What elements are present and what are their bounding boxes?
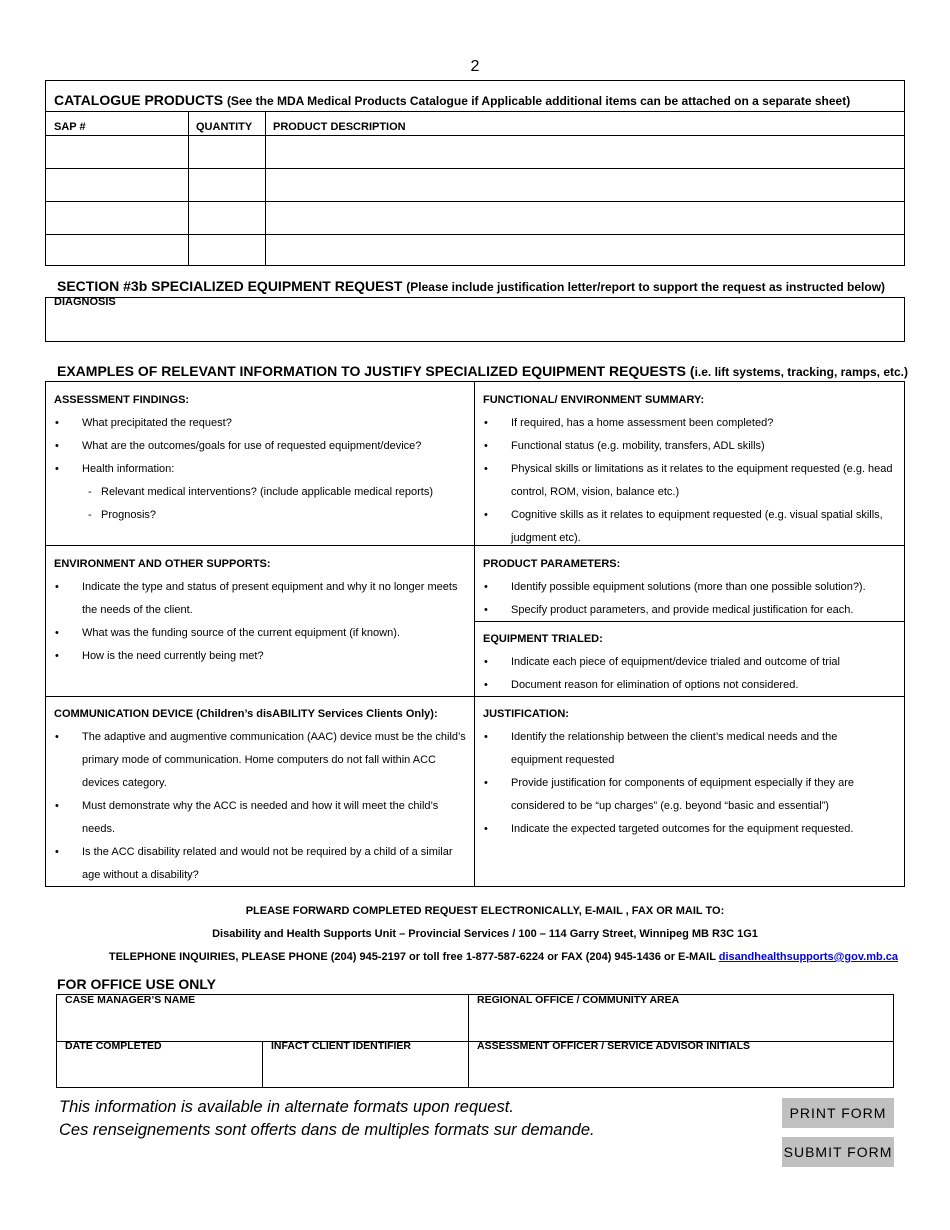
assessment-findings-cell	[54, 386, 466, 527]
column-header-description: PRODUCT DESCRIPTION	[273, 121, 406, 133]
sap-input[interactable]	[46, 202, 188, 234]
list-item: • Identify possible equipment solutions (more than one possible solution?).	[483, 576, 898, 599]
list-item: • Physical skills or limitations as it relates to the equipment requested (e.g. head control, ROM, vision, balance etc.)	[483, 458, 898, 504]
column-header-sap: SAP #	[54, 121, 86, 133]
date-completed-label: DATE COMPLETED	[65, 1040, 162, 1052]
communication-device-heading: COMMUNICATION DEVICE (Children’s disABILITY Services Clients Only):	[54, 708, 438, 720]
product-parameters-cell	[483, 550, 898, 622]
list-item: • Is the ACC disability related and would not be required by a child of a similar age without a disability?	[54, 841, 469, 887]
section-3b-subtitle: (Please include justification letter/report to support the request as instructed below)	[406, 280, 886, 294]
list-subitem: - Prognosis?	[54, 504, 466, 527]
list-item: • Identify the relationship between the client’s medical needs and the equipment requested	[483, 726, 883, 772]
functional-summary-cell	[483, 386, 898, 550]
telephone-text: TELEPHONE INQUIRIES, PLEASE PHONE (204) 945-2197 or toll free 1-877-587-6224 or FAX (204) 945-1436 or E-MAIL	[108, 951, 719, 963]
list-item: • What was the funding source of the current equipment (if known).	[54, 622, 459, 645]
justification-heading: JUSTIFICATION:	[483, 708, 569, 720]
product-parameters-heading: PRODUCT PARAMETERS:	[483, 558, 621, 570]
assessment-findings-heading: ASSESSMENT FINDINGS:	[54, 394, 190, 406]
description-input[interactable]	[266, 169, 904, 201]
list-item: • Functional status (e.g. mobility, transfers, ADL skills)	[483, 435, 898, 458]
list-item: • Cognitive skills as it relates to equipment requested (e.g. visual spatial skills, judgment etc).	[483, 504, 898, 550]
examples-title	[57, 363, 908, 379]
submit-form-button[interactable]: SUBMIT FORM	[782, 1137, 894, 1167]
column-header-quantity: QUANTITY	[196, 121, 253, 133]
examples-grid	[45, 381, 905, 887]
sap-input[interactable]	[46, 235, 188, 265]
quantity-input[interactable]	[189, 235, 265, 265]
list-item: • If required, has a home assessment been completed?	[483, 412, 898, 435]
sap-input[interactable]	[46, 169, 188, 201]
list-item: • Indicate each piece of equipment/device trialed and outcome of trial	[483, 651, 898, 674]
catalogue-table	[45, 80, 905, 266]
assessment-officer-label: ASSESSMENT OFFICER / SERVICE ADVISOR INITIALS	[477, 1040, 751, 1052]
sap-input[interactable]	[46, 136, 188, 168]
divider	[474, 382, 475, 886]
functional-summary-heading: FUNCTIONAL/ ENVIRONMENT SUMMARY:	[483, 394, 705, 406]
diagnosis-field[interactable]	[45, 297, 905, 342]
list-item: • Health information:	[54, 458, 466, 481]
catalogue-title-main: CATALOGUE PRODUCTS	[54, 92, 224, 108]
quantity-input[interactable]	[189, 136, 265, 168]
alternate-formats-english: This information is available in alternate formats upon request.	[59, 1098, 514, 1116]
diagnosis-label: DIAGNOSIS	[54, 296, 116, 308]
email-link[interactable]: disandhealthsupports@gov.mb.ca	[718, 951, 898, 963]
catalogue-title	[54, 92, 850, 108]
equipment-trialed-cell	[483, 625, 898, 697]
date-completed-input[interactable]	[57, 1054, 261, 1087]
environment-supports-heading: ENVIRONMENT AND OTHER SUPPORTS:	[54, 558, 271, 570]
list-item: • Must demonstrate why the ACC is needed and how it will meet the child’s needs.	[54, 795, 469, 841]
office-use-table	[56, 994, 894, 1088]
forward-instructions: PLEASE FORWARD COMPLETED REQUEST ELECTRONICALLY, E-MAIL , FAX OR MAIL TO:	[245, 905, 725, 917]
office-use-title: FOR OFFICE USE ONLY	[57, 976, 216, 992]
section-3b-title	[57, 278, 885, 294]
description-input[interactable]	[266, 235, 904, 265]
list-item: • The adaptive and augmentive communication (AAC) device must be the child’s primary mode of communication. Home computers do not fall within ACC devices category.	[54, 726, 469, 795]
regional-office-label: REGIONAL OFFICE / COMMUNITY AREA	[477, 994, 680, 1006]
description-input[interactable]	[266, 136, 904, 168]
print-form-button[interactable]: PRINT FORM	[782, 1098, 894, 1128]
case-manager-label: CASE MANAGER’S NAME	[65, 994, 196, 1006]
catalogue-subtitle: (See the MDA Medical Products Catalogue if Applicable additional items can be attached on a separate sheet)	[226, 94, 851, 108]
list-item: • What are the outcomes/goals for use of requested equipment/device?	[54, 435, 466, 458]
list-item: • Indicate the type and status of present equipment and why it no longer meets the needs of the client.	[54, 576, 459, 622]
communication-device-cell	[54, 700, 469, 887]
list-item: • Specify product parameters, and provide medical justification for each.	[483, 599, 898, 622]
assessment-officer-input[interactable]	[469, 1054, 893, 1087]
section-3b-title-main: SECTION #3b SPECIALIZED EQUIPMENT REQUEST	[57, 278, 403, 294]
quantity-input[interactable]	[189, 169, 265, 201]
description-input[interactable]	[266, 202, 904, 234]
quantity-input[interactable]	[189, 202, 265, 234]
list-item: • Provide justification for components of equipment especially if they are considered to be “up charges” (e.g. beyond “basic and essential”)	[483, 772, 883, 818]
list-item: • What precipitated the request?	[54, 412, 466, 435]
divider	[46, 111, 904, 112]
infact-client-identifier-label: INFACT CLIENT IDENTIFIER	[271, 1040, 411, 1052]
case-manager-input[interactable]	[57, 1007, 467, 1040]
list-item: • How is the need currently being met?	[54, 645, 459, 668]
equipment-trialed-heading: EQUIPMENT TRIALED:	[483, 633, 603, 645]
alternate-formats-french: Ces renseignements sont offerts dans de multiples formats sur demande.	[59, 1121, 595, 1139]
examples-title-main: EXAMPLES OF RELEVANT INFORMATION TO JUSTIFY SPECIALIZED EQUIPMENT REQUESTS (	[57, 363, 695, 379]
page-number: 2	[470, 58, 480, 75]
examples-subtitle: i.e. lift systems, tracking, ramps, etc.)	[694, 365, 908, 379]
infact-client-identifier-input[interactable]	[263, 1054, 467, 1087]
divider	[57, 1041, 893, 1042]
justification-cell	[483, 700, 883, 841]
environment-supports-cell	[54, 550, 459, 668]
list-item: • Indicate the expected targeted outcomes for the equipment requested.	[483, 818, 883, 841]
list-item: • Document reason for elimination of options not considered.	[483, 674, 898, 697]
telephone-inquiries	[109, 951, 898, 963]
mailing-address: Disability and Health Supports Unit – Provincial Services / 100 – 114 Garry Street, Winnipeg MB R3C 1G1	[212, 928, 758, 940]
list-subitem: - Relevant medical interventions? (include applicable medical reports)	[54, 481, 466, 504]
regional-office-input[interactable]	[469, 1007, 893, 1040]
